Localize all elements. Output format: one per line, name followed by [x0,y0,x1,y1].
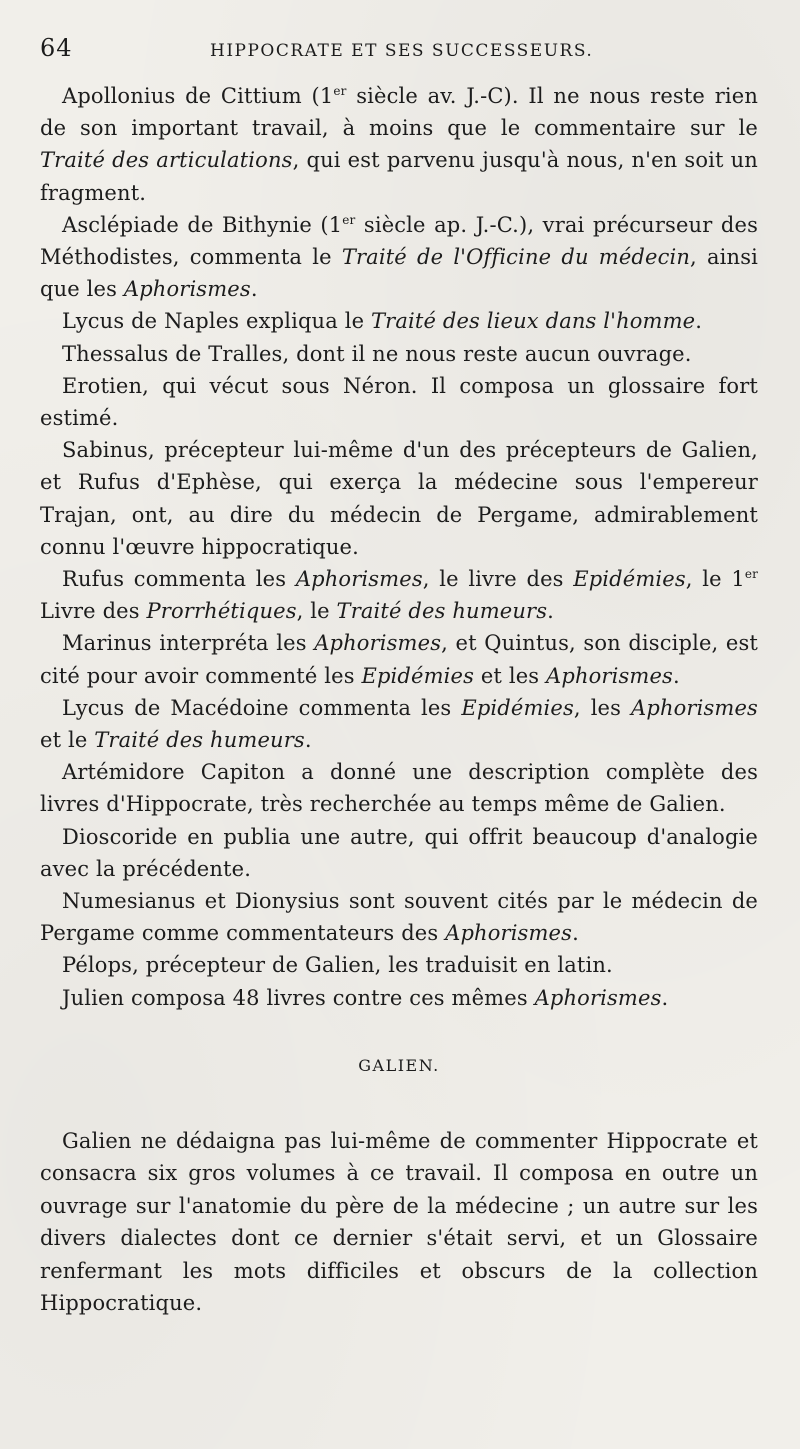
paragraph-rufus: Rufus commenta les Aphorismes, le livre des Epidémies, le 1er Livre des Prorrhétiques, le Traité des humeurs. [40,567,758,624]
paragraph-numesianus: Numesianus et Dionysius sont souvent cités par le médecin de Pergame comme commentateurs des Aphorismes. [40,889,758,946]
paragraph-apollonius: Apollonius de Cittium (1er siècle av. J.-C). Il ne nous reste rien de son important travail, à moins que le commentaire sur le Traité des articulations, qui est parvenu jusqu'à nous, n'en soit un fragment. [40,84,758,205]
section-heading: GALIEN. [358,1055,440,1075]
running-title: HIPPOCRATE ET SES SUCCESSEURS. [210,41,594,61]
paragraph-artemidore: Artémidore Capiton a donné une description complète des livres d'Hippocrate, très recherchée au temps même de Galien. [40,760,758,817]
main-text [40,80,758,1014]
paragraph-marinus: Marinus interpréta les Aphorismes, et Quintus, son disciple, est cité pour avoir commenté les Epidémies et les Aphorismes. [40,631,759,688]
paragraph-sabinus: Sabinus, précepteur lui-même d'un des précepteurs de Galien, et Rufus d'Ephèse, qui exerça la médecine sous l'empereur Trajan, ont, au dire du médecin de Pergame, admirablement connu l'œuvre hippocratique. [40,438,758,559]
paragraph-dioscoride: Dioscoride en publia une autre, qui offrit beaucoup d'analogie avec la précédente. [40,824,758,881]
paragraph-erotien: Erotien, qui vécut sous Néron. Il composa un glossaire fort estimé. [40,373,758,431]
paragraph-lycus-macedoine: Lycus de Macédoine commenta les Epidémies, les Aphorismes et le Traité des humeurs. [40,695,758,753]
paragraph-lycus-naples: Lycus de Naples expliqua le Traité des lieux dans l'homme. [62,309,703,334]
paragraph-galien: Galien ne dédaigna pas lui-même de commenter Hippocrate et consacra six gros volumes à ce travail. Il composa en outre un ouvrage sur l'anatomie du père de la médecine ; un autre sur les divers dialectes dont ce dernier s'était servi, et un Glossaire renfermant les mots difficiles et obscurs de la collection Hippocratique. [40,1128,758,1315]
paragraph-julien: Julien composa 48 livres contre ces mêmes Aphorismes. [62,985,669,1010]
page-number: 64 [40,34,73,62]
paragraph-thessalus: Thessalus de Tralles, dont il ne nous reste aucun ouvrage. [62,341,692,366]
paragraph-pelops: Pélops, précepteur de Galien, les traduisit en latin. [62,953,613,978]
running-head [40,34,758,74]
paragraph-asclepiade: Asclépiade de Bithynie (1er siècle ap. J.-C.), vrai précurseur des Méthodistes, commenta le Traité de l'Officine du médecin, ainsi que les Aphorismes. [40,212,759,302]
section-text [40,1125,758,1319]
